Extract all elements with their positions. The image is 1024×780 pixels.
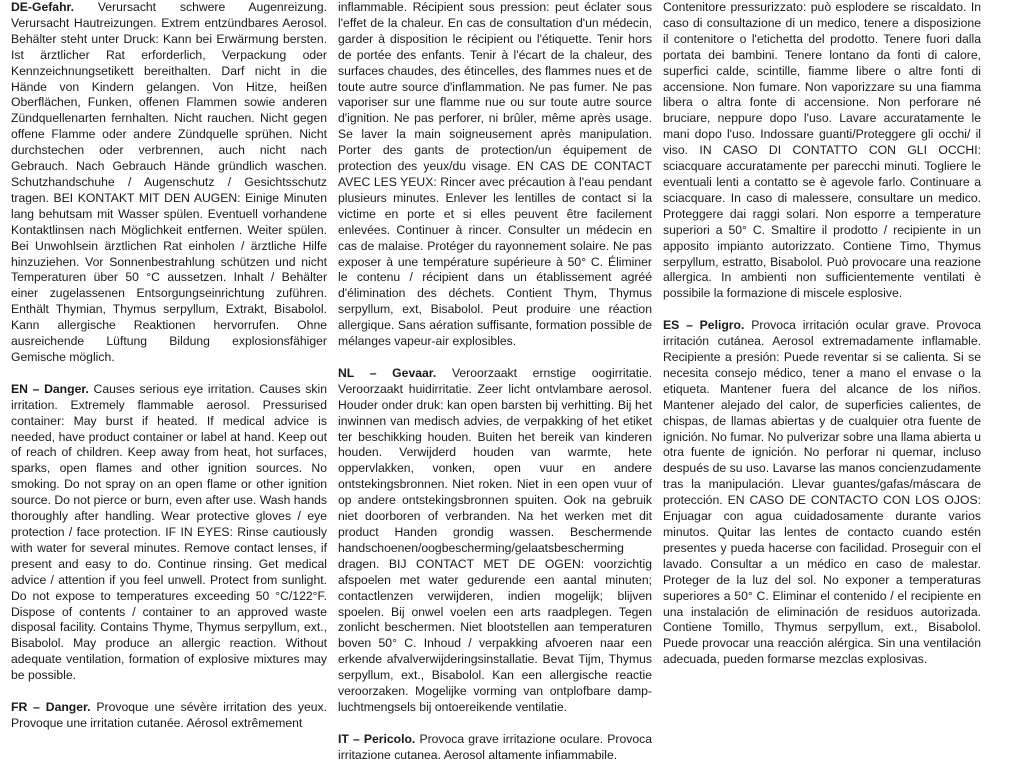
section-fr <box>11 700 327 732</box>
section-fr-continued <box>338 0 652 350</box>
section-en-text: Causes serious eye irritation. Causes skin irritation. Extremely flammable aerosol. Pressurised container: May burst if heated. If medical advice is needed, have product container or label at hand. Keep out of reach of children. Keep away from heat, hot surfaces, sparks, open flames and other ignition sources. No smoking. Do not spray on an open flame or other ignition source. Do not pierce or burn, even after use. Wash hands thoroughly after handling. Wear protective gloves / eye protection / face protection. IF IN EYES: Rinse cautiously with water for several minutes. Remove contact lenses, if present and easy to do. Continue rinsing. Get medical advice / attention if you feel unwell. Protect from sunlight. Do not expose to temperatures exceeding 50 °C/122°F. Dispose of contents / container to an approved waste disposal facility. Contains Thyme, Thymus serpyllum, ext., Bisabolol. May produce an allergic reaction. Without adequate ventilation, formation of explosive mixtures may be possible. <box>11 381 327 683</box>
section-nl <box>338 366 652 716</box>
section-de-heading: DE-Gefahr. <box>11 0 74 14</box>
section-es-heading: ES – Peligro. <box>663 318 745 333</box>
column-3 <box>663 0 981 684</box>
section-it-continued-text: Contenitore pressurizzato: può esplodere se riscaldato. In caso di consultazione di un medico, tenere a disposizione il contenitore o l'etichetta del prodotto. Tenere fuori dalla portata dei bambini. Tenere lontano da fonti di calore, superfici calde, scintille, fiamme libere o altre fonti di accensione. Non fumare. Non vaporizzare su una fiamma libera o altra fonte di accensione. Non perforare né bruciare, neppure dopo l'uso. Lavare accuratamente le mani dopo l'uso. Indossare guanti/Proteggere gli occhi/ il viso. IN CASO DI CONTATTO CON GLI OCCHI: sciacquare accuratamente per parecchi minuti. Togliere le eventuali lenti a contatto se è agevole farlo. Continuare a sciacquare. In caso di malessere, consultare un medico. Proteggere dai raggi solari. Non esporre a temperature superiori a 50° C. Smaltire il prodotto / recipiente in un apposito impianto autorizzato. Contiene Timo, Thymus serpyllum, estratto, Bisabolol. Può provocare una reazione allergica. In ambienti non sufficientemente ventilati è possibile la formazione di miscele esplosive. <box>663 0 981 301</box>
section-it-continued <box>663 0 981 302</box>
section-es <box>663 318 981 668</box>
section-fr-heading: FR – Danger. <box>11 700 91 715</box>
section-de <box>11 0 327 366</box>
section-it-heading: IT – Pericolo. <box>338 731 416 746</box>
section-nl-text: Veroorzaakt ernstige oogirritatie. Veroorzaakt huidirritatie. Zeer licht ontvlambare aerosol. Houder onder druk: kan open barsten bij verhitting. Bij het inwinnen van medisch advies, de verpakking of het etiket ter beschikking houden. Buiten het bereik van kinderen houden. Verwijderd houden van warmte, hete oppervlakken, vonken, open vuur en andere ontstekingsbronnen. Niet roken. Niet in een open vuur of op andere ontstekingsbronnen spuiten. Ook na gebruik niet doorboren of verbranden. Na het werken met dit product Handen grondig wassen. Beschermende handschoenen/oogbescherming/gelaatsbescherming dragen. BIJ CONTACT MET DE OGEN: voorzichtig afspoelen met water gedurende een aantal minuten; contactlenzen verwijderen, indien mogelijk; blijven spoelen. Bij onwel voelen een arts raadplegen. Tegen zonlicht beschermen. Niet blootstellen aan temperaturen boven 50° C. Inhoud / verpakking afvoeren naar een erkende afvalverwijderingsinstallatie. Bevat Tijm, Thymus serpyllum, ext., Bisabolol. Kan een allergische reactie veroorzaken. Mogelijke vorming van ontplofbare damp- luchtmengsels bij ontoereikende ventilatie. <box>338 365 653 714</box>
section-de-text: Verursacht schwere Augenreizung. Verursacht Hautreizungen. Extrem entzündbares Aerosol. Behälter steht unter Druck: Kann bei Erwärmung bersten. Ist ärztlicher Rat erforderlich, Verpackung oder Kennzeichnungsetikett bereithalten. Darf nicht in die Hände von Kindern gelangen. Von Hitze, heißen Oberflächen, Funken, offenen Flammen sowie anderen Zündquellenarten fernhalten. Nicht rauchen. Nicht gegen offene Flamme oder andere Zündquelle sprühen. Nicht durchstechen oder verbrennen, auch nicht nach Gebrauch. Nach Gebrauch Hände gründlich waschen. Schutzhandschuhe / Augenschutz / Gesichtsschutz tragen. BEI KONTAKT MIT DEN AUGEN: Einige Minuten lang behutsam mit Wasser spülen. Eventuell vorhandene Kontaktlinsen nach Möglichkeit entfernen. Weiter spülen. Bei Unwohlsein ärztlichen Rat einholen / ärztliche Hilfe hinzuziehen. Vor Sonnenbestrahlung schützen und nicht Temperaturen über 50 °C aussetzen. Inhalt / Behälter einer zugelassenen Entsorgungseinrichtung zuführen. Enthält Thymian, Thymus serpyllum, Extrakt, Bisabolol. Kann allergische Reaktionen hervorrufen. Ohne ausreichende Lüftung Bildung explosionsfähiger Gemische möglich. <box>11 0 328 364</box>
column-2 <box>338 0 652 780</box>
section-en <box>11 382 327 684</box>
section-fr-text: Provoque une sévère irritation des yeux. Provoque une irritation cutanée. Aérosol extrêmement <box>11 700 328 730</box>
section-en-heading: EN – Danger. <box>11 381 89 396</box>
section-fr-continued-text: inflammable. Récipient sous pression: peut éclater sous l'effet de la chaleur. En cas de consultation d'un médecin, garder à disposition le récipient ou l'étiquette. Tenir hors de portée des enfants. Tenir à l'écart de la chaleur, des surfaces chaudes, des étincelles, des flammes nues et de toute autre source d'inflammation. Ne pas fumer. Ne pas vaporiser sur une flamme nue ou sur toute autre source d'ignition. Ne pas perforer, ni brûler, même après usage. Se laver la main soigneusement après manipulation. Porter des gants de protection/un équipement de protection des yeux/du visage. EN CAS DE CONTACT AVEC LES YEUX: Rincer avec précaution à l'eau pendant plusieurs minutes. Enlever les lentilles de contact si la victime en porte et si elles peuvent être facilement enlevées. Continuer à rincer. Consulter un médecin en cas de malaise. Protéger du rayonnement solaire. Ne pas exposer à une température supérieure à 50° C. Éliminer le contenu / récipient dans un établissement agréé d'élimination des déchets. Contient Thym, Thymus serpyllum, ext, Bisabolol. Peut produire une réaction allergique. Sans aération suffisante, formation possible de mélanges vapeur-air explosibles. <box>338 0 652 349</box>
column-1 <box>11 0 327 748</box>
section-it <box>338 732 652 764</box>
section-es-text: Provoca irritación ocular grave. Provoca irritación cutánea. Aerosol extremadamente inflamable. Recipiente a presión: Puede reventar si se calienta. Si se necesita consejo médico, tener a mano el envase o la etiqueta. Mantener fuera del alcance de los niños. Mantener alejado del calor, de superficies calientes, de chispas, de llamas abiertas y de cualquier otra fuente de ignición. No fumar. No pulverizar sobre una llama abierta u otra fuente de ignición. No perforar ni quemar, incluso después de su uso. Lavarse las manos concienzudamente tras la manipulación. Llevar guantes/gafas/máscara de protección. EN CASO DE CONTACTO CON LOS OJOS: Enjuagar con agua cuidadosamente durante varios minutos. Quitar las lentes de contacto cuando estén presentes y pueda hacerse con facilidad. Proseguir con el lavado. Consultar a un médico en caso de malestar. Proteger de la luz del sol. No exponer a temperaturas superiores a 50° C. Eliminar el contenido / el recipiente en una instalación de eliminación de residuos autorizada. Contiene Tomillo, Thymus serpyllum, ext., Bisabolol. Puede provocar una reacción alérgica. Sin una ventilación adecuada, pueden formarse mezclas explosivas. <box>663 318 982 667</box>
section-nl-heading: NL – Gevaar. <box>338 365 437 380</box>
section-it-text: Provoca grave irritazione oculare. Provoca irritazione cutanea. Aerosol altamente infiammabile. <box>338 731 653 762</box>
